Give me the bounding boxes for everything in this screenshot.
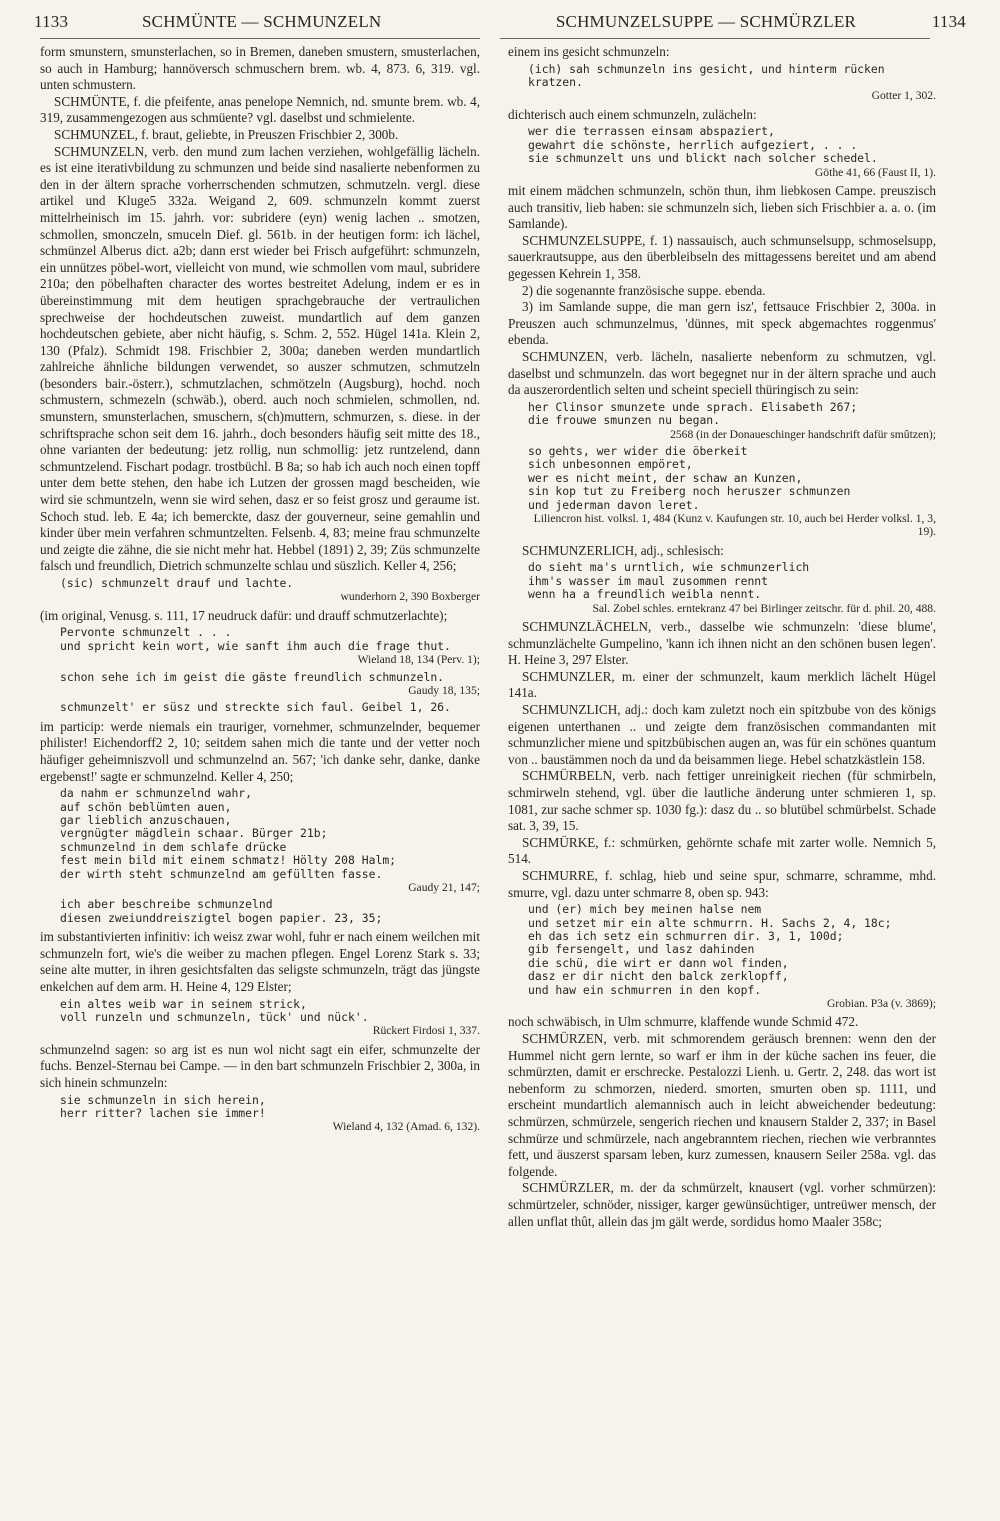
quote-line: diesen zweiunddreiszigtel bogen papier. 23, 35; — [60, 910, 383, 925]
verse-quote — [528, 445, 936, 539]
dictionary-entry: 2) die sogenannte französische suppe. ebenda. — [522, 282, 766, 298]
verse-quote — [60, 1094, 480, 1134]
quote-line: vergnügter mägdlein schaar. Bürger 21b; — [60, 826, 328, 841]
right-running-title: SCHMUNZELSUPPE — SCHMÜRZLER — [555, 12, 856, 31]
quote-line: und (er) mich bey meinen halse nem — [528, 902, 762, 917]
quote-line: ein altes weib war in seinem strick, — [60, 996, 307, 1011]
quote-line: schon sehe ich im geist die gäste freundlich schmunzeln. — [60, 669, 445, 684]
quote-line: auf schön beblümten auen, — [60, 799, 232, 814]
quote-line: dasz er dir nicht den balck zerklopff, — [528, 969, 789, 984]
dictionary-entry: SCHMURRE, f. schlag, hieb und seine spur, schmarre, schramme, mhd. smurre, vgl. dazu unter schmarre 8, oben sp. 943: — [508, 867, 936, 900]
quote-line: die frouwe smunzen nu began. — [528, 413, 721, 428]
dictionary-entry: SCHMUNZELN, verb. den mund zum lachen verziehen, wohlgefällig lächeln. es ist eine iterativbildung zu schmunzen und beide sind nasalierte nebenformen zu den in der ältern sprache vorherrschenden schmutzen, schmutzeln. vergl. diese artikel und Kluge5 332a. Weigand 2, 609. schmunzeln kommt zuerst mittelrheinisch im 15. jahrh. vor: subridere (eyn) wenig lachen .. smotzen, schmollen, smonczeln, smuceln Dief. gl. 561b. in der heutigen form: ich lächel, schmünzel Alberus dict. a2b; dann erst wieder bei Frisch aufgeführt: schmunzeln, ein unnützes pöbel-wort, vielleicht von mund, wie schmollen vom maul, subridere 210a; den pöbelhaften character des wortes bestreitet Adelung, indem er es in übereinstimmung mit dem heutigen sprachgebrauche der vertraulichen sprechweise der hochdeutschen zuweist. mundartlich auf dem ganzen hochdeutschen gebiete, aber nicht häufig, s. Schm. 2, 552. Hügel 141a. Klein 2, 130 (Pfalz). Schmidt 198. Frischbier 2, 300a; daneben werden mundartlich zahlreiche ähnliche bildungen verwendet, so auszer schmutzen, schmutzeln (besonders bair.-österr.), schmutzlachen, schmötzeln (Augsburg), hochd. noch schmustern, schmezeln (schwäb.), oberd. auch noch schmielen, schmollen, nd. smunstern, smunsterlachen, smuschern, s(ch)muttern, schmurzen, s. diese. in der schriftsprache schon seit dem 16. jahrh., doch besonders häufig seit mitte des 18., ohne varianten der bedeutung: jetz rollig, nun schmollig: jetz runtzelend, dann schmuntzelend. Fischart podagr. trostbüchl. B 8a; so hab ich auch noch einen topff unter dem bette stehen, den habe ich Lutzen der grossen magd bescheiden, wie wird sie schmuntzeln, wenn sie wird sehen, dasz er so feist grosz und geraume ist. Schoch stud. leb. E 4a; ich bemerckte, dasz der gouverneur, seine gemahlin und kinder über mein verfahren schmuntzelten. Felsenb. 4, 83; meine frau schmunzelte und zeigte die zähne, die sie nicht mehr hat. Hebbel (1891) 2, 39; Züs schmunzelte falsch und freundlich, Dietrich schmunzelte schlau und süszlich. Keller 4, 256; — [40, 143, 480, 574]
left-page-number: 1133 — [34, 12, 69, 31]
dictionary-entry: 3) im Samlande suppe, die man gern isz', fettsauce Frischbier 2, 300a. in Preuszen auch schmunzelmus, 'dünnes, mit speck abgemachtes roggenmus' ebenda. — [508, 299, 936, 348]
quote-line: gar lieblich anzuschauen, — [60, 813, 232, 828]
paragraph: im particip: werde niemals ein trauriger, vornehmer, schmunzelnder, bequemer philister! Eichendorff2 2, 10; seitdem sahen mich die tante und der vetter noch häufiger geheimniszvoll und schmunzelnd an. 567; 'ich danke sehr, danke, danke ergebenst!' sagte er schmunzelnd. Keller 4, 250; — [40, 718, 480, 784]
quote-source: Gotter 1, 302. — [871, 89, 936, 103]
quote-line: do sieht ma's urntlich, wie schmunzerlich — [528, 560, 810, 575]
quote-line: ihm's wasser im maul zusommen rennt — [528, 573, 769, 588]
quote-line: sin kop tut zu Freiberg noch heruszer schmunzen — [528, 484, 851, 499]
verse-quote — [528, 561, 936, 615]
quote-line: wer es nicht meint, der schaw an Kunzen, — [528, 470, 803, 485]
quote-source: Liliencron hist. volksl. 1, 484 (Kunz v. Kaufungen str. 10, auch bei Herder volksl. 1, 3, 19). — [533, 512, 936, 539]
verse-quote — [60, 701, 480, 714]
quote-source: Göthe 41, 66 (Faust II, 1). — [814, 165, 936, 179]
quote-line: da nahm er schmunzelnd wahr, — [60, 786, 253, 801]
dictionary-entry: SCHMUNZELSUPPE, f. 1) nassauisch, auch schmunselsupp, schmoselsupp, sauerkrautsuppe, aus den überbleibseln des mittagessens bereitet und am abend gegessen Kehrein 1, 358. — [508, 232, 936, 281]
verse-quote — [528, 125, 936, 179]
quote-source: Grobian. P3a (v. 3869); — [826, 996, 936, 1010]
dictionary-entry: SCHMÜRBELN, verb. nach fettiger unreinigkeit riechen (für schmirbeln, schmirweln stehend, vgl. über die lautliche änderung unter schmieren 1, sp. 1081, zur sache schmer sp. 1030 fg.): dasz du .. so blutübel schmürbelst. Schade sat. 3, 39, 15. — [508, 768, 936, 834]
paragraph: noch schwäbisch, in Ulm schmurre, klaffende wunde Schmid 472. — [508, 1014, 859, 1030]
verse-quote — [528, 401, 936, 441]
quote-line: schmunzelnd in dem schlafe drücke — [60, 839, 287, 854]
dictionary-entry: SCHMÜRZEN, verb. mit schmorendem geräusch brennen: wenn den der Hummel nicht gern lernte, so warf er ihm in der küche sachen ins feuer, die schmürzten, damit er erschrecke. Pestalozzi Lienh. u. Gertr. 2, 248. das wort ist nebenform zu schmorzen, niederd. smorten, smurten oben sp. 1111, und erscheint mundartlich alemannisch auch in leicht abweichender bedeutung: schmürzen, schmürzele, sengerich riechen und knausern Stalder 2, 337; in Basel schmürze und schmürzele, nach angebranntem riechen, riechen wie verbranntes fett, und äuszerst sparsam leben, kurz zumessen, knausern Seiler 258a. vgl. das folgende. — [508, 1030, 936, 1179]
quote-line: und haw ein schmurren in den kopf. — [528, 982, 762, 997]
quote-line: sich unbesonnen empöret, — [528, 457, 693, 472]
quote-line: schmunzelt' er süsz und streckte sich faul. Geibel 1, 26. — [60, 700, 451, 715]
paragraph: dichterisch auch einem schmunzeln, zulächeln: — [508, 106, 757, 122]
left-column — [40, 44, 480, 1138]
paragraph: (im original, Venusg. s. 111, 17 neudruck dafür: und drauff schmutzerlachte); — [40, 607, 448, 623]
paragraph: im substantivierten infinitiv: ich weisz zwar wohl, fuhr er nach einem weilchen mit schmunzeln fort, wie's die weiber zu machen pflegen. Engel Lorenz Stark s. 33; seine alte mutter, in ihren gesichtsfalten das seligste schmunzeln, trägt das jüngste enkelchen auf dem arm. H. Heine 4, 129 Elster; — [40, 929, 480, 995]
quote-source: Gaudy 18, 135; — [408, 684, 480, 698]
paragraph: mit einem mädchen schmunzeln, schön thun, ihm liebkosen Campe. preuszisch auch transitiv, lieb haben: sie schmunzeln sich, lieben sich Frischbier a. a. o. (im Samlande). — [508, 183, 936, 232]
verse-quote — [60, 577, 480, 604]
quote-line: und setzet mir ein alte schmurrn. H. Sachs 2, 4, 18c; — [528, 915, 892, 930]
quote-line: sie schmunzelt uns und blickt nach solcher schedel. — [528, 151, 878, 166]
quote-source: Gaudy 21, 147; — [408, 881, 480, 895]
quote-line: und jederman davon leret. — [528, 497, 700, 512]
verse-quote — [60, 671, 480, 698]
header-rule-right — [500, 38, 930, 39]
paragraph: form smunstern, smunsterlachen, so in Bremen, daneben smustern, smusterlachen, so auch in Hamburg; hannöversch schmuschern brem. wb. 4, 873. 6, 319. vgl. unten schmustern. — [40, 44, 480, 93]
quote-line: wer die terrassen einsam abspaziert, — [528, 124, 775, 139]
dictionary-entry: SCHMÜRZLER, m. der da schmürzelt, knausert (vgl. vorher schmürzen): schmürtzeler, schnöder, nissiger, karger gewünsüchtiger, untreüwer mensch, der allen unflat thût, allein das jm gält werde, sordidus homo Maaler 358c; — [508, 1180, 936, 1229]
right-column — [508, 44, 936, 1230]
quote-line: voll runzeln und schmunzeln, tück' und nück'. — [60, 1010, 369, 1025]
quote-source: Wieland 18, 134 (Perv. 1); — [357, 653, 480, 667]
left-running-title: SCHMÜNTE — SCHMUNZELN — [142, 12, 382, 31]
quote-line: der wirth steht schmunzelnd am gefüllten fasse. — [60, 866, 383, 881]
quote-line: Pervonte schmunzelt . . . — [60, 625, 232, 640]
quote-source: Sal. Zobel schles. erntekranz 47 bei Birlinger zeitschr. für d. phil. 20, 488. — [592, 601, 936, 615]
quote-line: her Clinsor smunzete unde sprach. Elisabeth 267; — [528, 399, 858, 414]
dictionary-entry: SCHMÜNTE, f. die pfeifente, anas penelope Nemnich, nd. smunte brem. wb. 4, 319, zusammengezogen aus schmüente? vgl. daselbst und schmielente. — [40, 93, 480, 126]
quote-line: die schü, die wirt er dann wol finden, — [528, 955, 789, 970]
quote-source: wunderhorn 2, 390 Boxberger — [340, 590, 480, 604]
quote-line: und spricht kein wort, wie sanft ihm auch die frage thut. — [60, 638, 451, 653]
quote-source: Rückert Firdosi 1, 337. — [372, 1024, 480, 1038]
dictionary-entry: SCHMUNZEL, f. braut, geliebte, in Preuszen Frischbier 2, 300b. — [54, 126, 399, 142]
quote-line: herr ritter? lachen sie immer! — [60, 1106, 266, 1121]
quote-line: so gehts, wer wider die öberkeit — [528, 443, 748, 458]
verse-quote — [60, 898, 480, 925]
quote-line: gewahrt die schönste, herrlich aufgeziert, . . . — [528, 137, 858, 152]
quote-line: (sic) schmunzelt drauf und lachte. — [60, 576, 294, 590]
right-page-number: 1134 — [931, 12, 966, 31]
dictionary-entry: SCHMUNZEN, verb. lächeln, nasalierte nebenform zu schmutzen, vgl. daselbst und schmunzeln. das wort begegnet nur in der ältern sprache und auch da auszerordentlich selten und scheint speciell thüringisch zu sein: — [508, 348, 936, 398]
paragraph: einem ins gesicht schmunzeln: — [508, 44, 670, 59]
page-header — [34, 14, 966, 44]
quote-line: (ich) sah schmunzeln ins gesicht, und hinterm rücken kratzen. — [528, 61, 885, 89]
dictionary-entry: SCHMUNZLICH, adj.: doch kam zuletzt noch ein spitzbube von des königs eigenen unterthanen .. und zeigte dem französischen commandanten mit schmunzlicher miene und spitzbübischen augen an, was für ein schönes quantum von .. baustämmen noch da und da beisammen liege. Hebel schatzkästlein 158. — [508, 702, 936, 767]
quote-source: Wieland 4, 132 (Amad. 6, 132). — [332, 1120, 480, 1134]
quote-line: wenn ha a freundlich weibla nennt. — [528, 587, 762, 602]
verse-quote — [528, 63, 936, 103]
quote-source: 2568 (in der Donaueschinger handschrift dafür smûtzen); — [670, 427, 936, 441]
quote-line: gib fersengelt, und lasz dahinden — [528, 942, 755, 957]
quote-line: sie schmunzeln in sich herein, — [60, 1092, 266, 1107]
verse-quote — [60, 998, 480, 1038]
dictionary-entry: SCHMÜRKE, f.: schmürken, gehörnte schafe mit zarter wolle. Nemnich 5, 514. — [508, 834, 936, 867]
quote-line: eh das ich setz ein schmurren dir. 3, 1, 100d; — [528, 928, 844, 943]
dictionary-entry: SCHMUNZLÄCHELN, verb., dasselbe wie schmunzeln: 'diese blume', schmunzlächelte Gumpelino, 'kann ich ihnen nicht an den schönen busen legen'. H. Heine 3, 297 Elster. — [508, 619, 936, 668]
dictionary-entry: SCHMUNZLER, m. einer der schmunzelt, kaum merklich lächelt Hügel 141a. — [508, 668, 936, 701]
dictionary-entry: SCHMUNZERLICH, adj., schlesisch: — [522, 542, 724, 558]
quote-line: ich aber beschreibe schmunzelnd — [60, 897, 273, 912]
verse-quote — [528, 903, 936, 1010]
header-rule-left — [40, 38, 480, 39]
paragraph: schmunzelnd sagen: so arg ist es nun wol nicht sagt ein eifer, schmunzelte der fuchs. Benzel-Sternau bei Campe. — in den bart schmunzeln Frischbier 2, 300a, in sich hinein schmunzeln: — [40, 1041, 480, 1091]
verse-quote — [60, 787, 480, 894]
verse-quote — [60, 626, 480, 666]
quote-line: fest mein bild mit einem schmatz! Hölty 208 Halm; — [60, 853, 397, 868]
